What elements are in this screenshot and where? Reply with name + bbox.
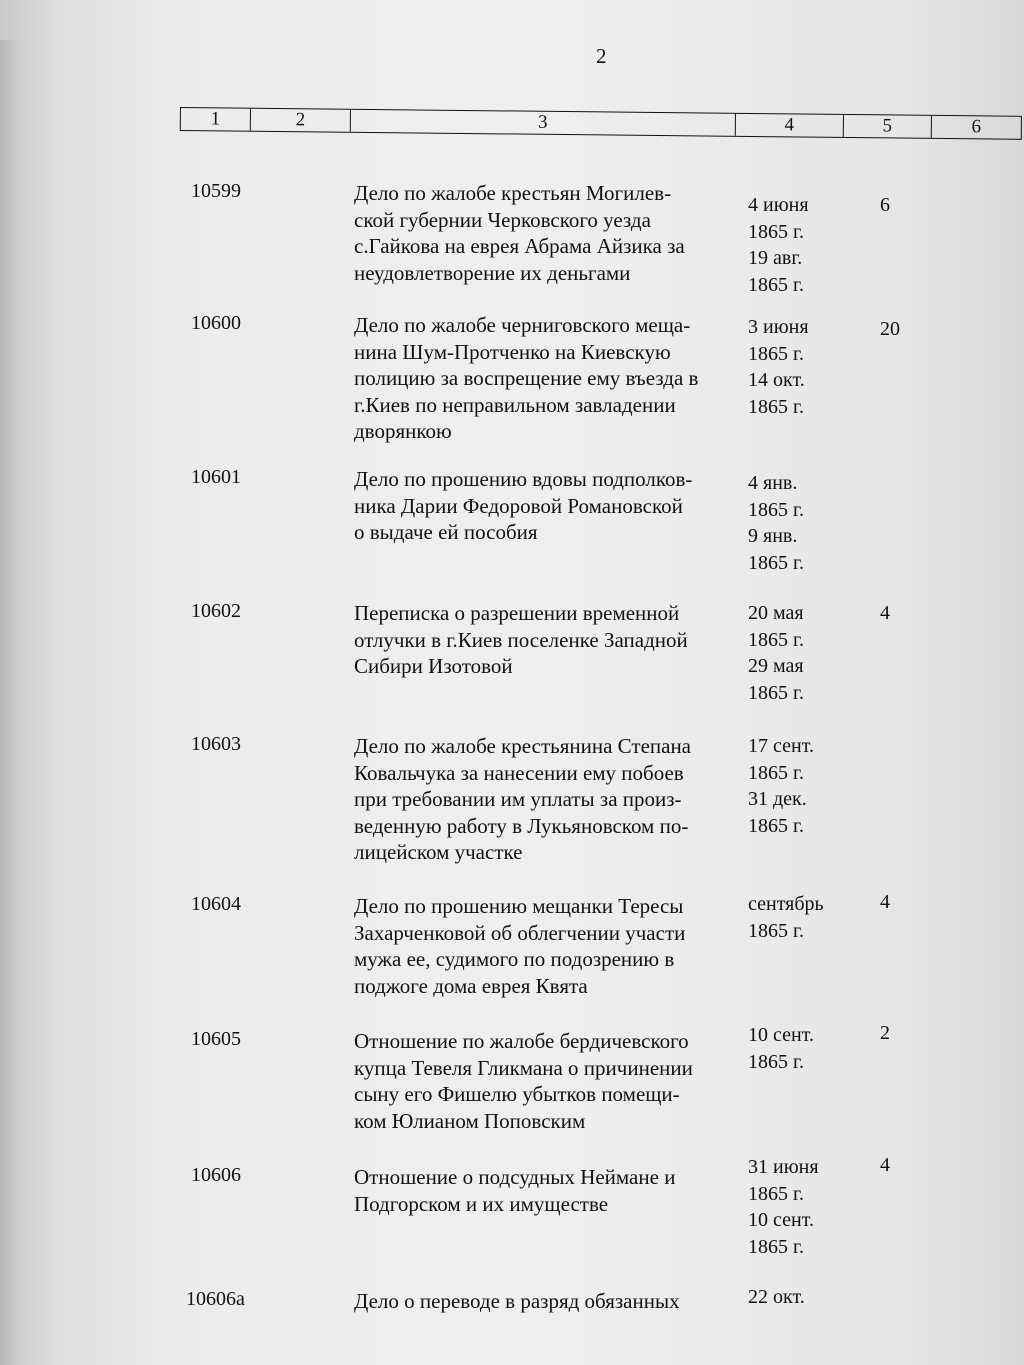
- header-col-4: 4: [736, 114, 844, 137]
- date-line: 1865 г.: [748, 814, 804, 837]
- description-line: Дело по прошению вдовы подполков-: [354, 467, 693, 491]
- description-line: Отношение по жалобе бердичевского: [354, 1029, 689, 1053]
- date-line: 1865 г.: [748, 919, 804, 942]
- entry-number: 10600: [191, 312, 241, 334]
- entry-description: [354, 600, 734, 680]
- entry-dates: [748, 192, 809, 298]
- table-header: [180, 107, 1022, 140]
- entry-dates: [748, 470, 804, 576]
- date-line: 1865 г.: [748, 498, 804, 521]
- date-line: 14 окт.: [748, 369, 805, 391]
- description-line: ника Дарии Федоровой Романовской: [354, 493, 683, 518]
- entry-dates: [748, 891, 824, 944]
- description-line: Дело по жалобе крестьян Могилев-: [354, 181, 672, 205]
- entry-number: 10602: [191, 600, 241, 622]
- entry-description: [354, 733, 734, 866]
- page-edge-shadow: [0, 40, 20, 1365]
- description-line: веденную работу в Лукьяновском по-: [354, 813, 689, 838]
- description-line: поджоге дома еврея Квята: [354, 973, 588, 998]
- date-line: 1865 г.: [748, 1182, 804, 1205]
- entry-number: 10605: [191, 1028, 241, 1050]
- header-col-3: 3: [351, 110, 736, 136]
- page-number: 2: [596, 44, 607, 68]
- description-line: лицейском участке: [354, 840, 523, 864]
- description-line: дворянкою: [354, 419, 452, 443]
- entry-dates: [748, 600, 804, 706]
- entry-sheets: 6: [880, 194, 890, 216]
- date-line: сентябрь: [748, 893, 824, 915]
- date-line: 29 мая: [748, 655, 804, 677]
- entry-description: [354, 1288, 734, 1315]
- description-line: ской губернии Черковского уезда: [354, 207, 651, 232]
- description-line: о выдаче ей пособия: [354, 520, 538, 544]
- date-line: 4 янв.: [748, 472, 798, 494]
- header-col-6: 6: [971, 116, 982, 138]
- entry-description: [354, 1028, 734, 1134]
- description-line: Дело по прошению мещанки Тересы: [354, 894, 684, 918]
- date-line: 20 мая: [748, 602, 804, 624]
- entry-dates: [748, 1022, 814, 1075]
- entry-number: 10603: [191, 733, 241, 755]
- date-line: 10 сент.: [748, 1209, 814, 1231]
- date-line: 19 авг.: [748, 247, 803, 269]
- date-line: 9 янв.: [748, 525, 798, 547]
- entry-dates: [748, 1284, 805, 1311]
- description-line: Сибири Изотовой: [354, 654, 513, 678]
- entry-sheets: 4: [880, 891, 890, 913]
- date-line: 17 сент.: [748, 735, 814, 757]
- entry-sheets: 4: [880, 1154, 890, 1176]
- date-line: 3 июня: [748, 316, 809, 338]
- description-line: Дело по жалобе крестьянина Степана: [354, 734, 692, 758]
- description-line: мужа ее, судимого по подозрению в: [354, 947, 675, 971]
- entry-dates: [748, 314, 809, 420]
- entry-dates: [748, 1154, 819, 1260]
- entry-number: 10606: [191, 1164, 241, 1186]
- description-line: Захарченковой об облегчении участи: [354, 920, 686, 945]
- entry-number: 10601: [191, 466, 241, 488]
- date-line: 1865 г.: [748, 551, 804, 574]
- date-line: 1865 г.: [748, 1050, 804, 1073]
- entry-number: 10599: [191, 180, 241, 202]
- date-line: 1865 г.: [748, 220, 804, 243]
- entry-sheets: 2: [880, 1022, 890, 1044]
- date-line: 22 окт.: [748, 1286, 805, 1308]
- date-line: 1865 г.: [748, 395, 804, 418]
- date-line: 1865 г.: [748, 1235, 804, 1258]
- entry-dates: [748, 733, 814, 839]
- description-line: ком Юлианом Поповским: [354, 1108, 586, 1133]
- entry-description: [354, 466, 734, 546]
- description-line: купца Тевеля Гликмана о причинении: [354, 1055, 693, 1080]
- description-line: неудовлетворение их деньгами: [354, 260, 631, 285]
- date-line: 1865 г.: [748, 628, 804, 651]
- description-line: Дело по жалобе черниговского меща-: [354, 313, 691, 337]
- header-col-5: 5: [844, 115, 932, 138]
- header-col-2: 2: [251, 109, 351, 132]
- entry-sheets: 4: [880, 602, 890, 624]
- entry-number: 10606а: [186, 1288, 245, 1310]
- date-line: 31 дек.: [748, 788, 807, 810]
- description-line: отлучки в г.Киев поселенке Западной: [354, 627, 688, 652]
- description-line: полицию за воспрещение ему въезда в: [354, 366, 699, 390]
- entry-description: [354, 312, 734, 445]
- description-line: Ковальчука за нанесении ему побоев: [354, 760, 684, 785]
- description-line: г.Киев по неправильном завладении: [354, 392, 676, 417]
- description-line: Переписка о разрешении временной: [354, 601, 680, 625]
- date-line: 10 сент.: [748, 1024, 814, 1046]
- description-line: Отношение о подсудных Неймане и: [354, 1165, 676, 1189]
- description-line: Подгорском и их имуществе: [354, 1191, 609, 1216]
- entry-description: [354, 180, 734, 286]
- description-line: сыну его Фишелю убытков помещи-: [354, 1082, 680, 1106]
- entry-number: 10604: [191, 893, 241, 915]
- entry-description: [354, 893, 734, 999]
- date-line: 4 июня: [748, 194, 809, 216]
- header-col-1: 1: [181, 108, 251, 131]
- date-line: 1865 г.: [748, 761, 804, 784]
- date-line: 31 июня: [748, 1156, 819, 1178]
- date-line: 1865 г.: [748, 342, 804, 365]
- description-line: нина Шум-Протченко на Киевскую: [354, 339, 671, 364]
- description-line: Дело о переводе в разряд обязанных: [354, 1289, 680, 1313]
- entry-description: [354, 1164, 734, 1217]
- entry-sheets: 20: [880, 318, 900, 340]
- description-line: при требовании им уплаты за произ-: [354, 787, 682, 811]
- date-line: 1865 г.: [748, 681, 804, 704]
- description-line: с.Гайкова на еврея Абрама Айзика за: [354, 234, 685, 258]
- date-line: 1865 г.: [748, 273, 804, 296]
